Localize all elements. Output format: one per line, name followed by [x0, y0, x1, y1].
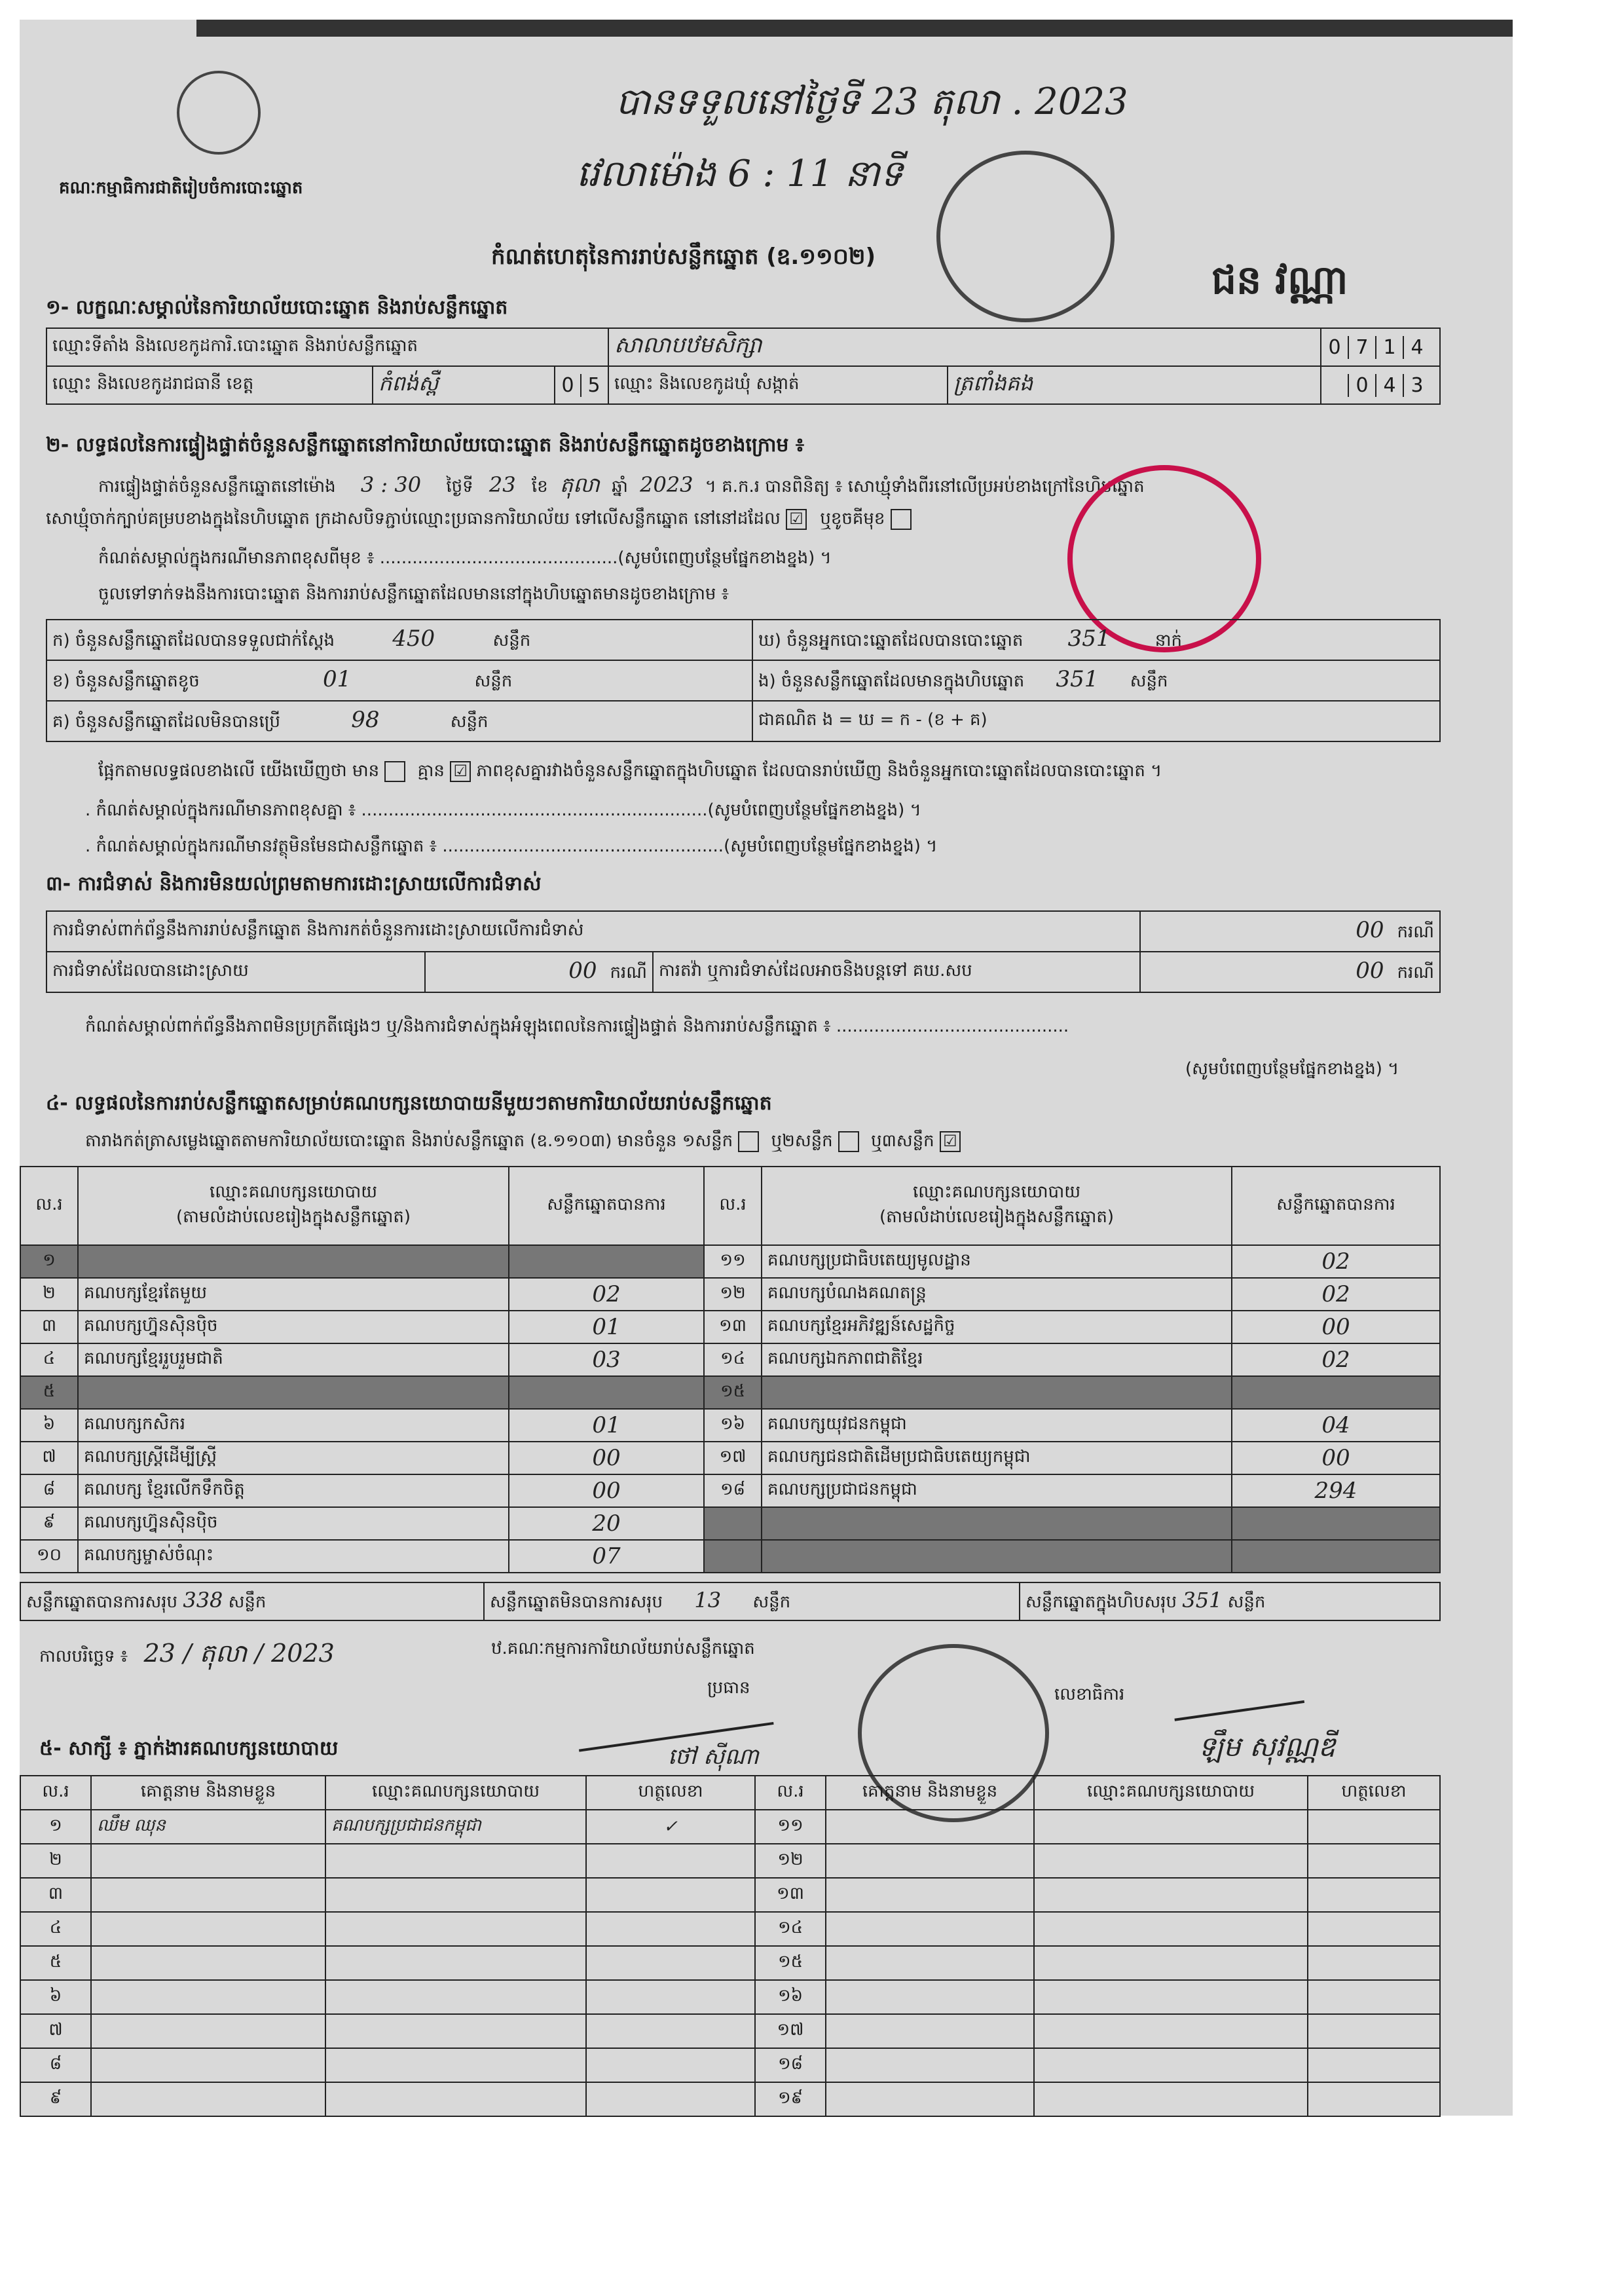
- witness-sign: [1308, 1980, 1440, 2014]
- party-no: ១០: [20, 1540, 78, 1573]
- witness-name: [826, 1878, 1034, 1912]
- check-line-post: ភាពខុសគ្នារវាងចំនួនសន្លឹកឆ្នោតក្នុងហិបឆ្នោត ដែលបានរាប់ឃើញ និងចំនួនអ្នកបោះឆ្នោតដែលបានបោះឆ្នោត ។: [476, 761, 1162, 781]
- witness-no: ៥: [20, 1946, 91, 1980]
- count-e-label: ង) ចំនួនសន្លឹកឆ្នោតដែលមានក្នុងហិបឆ្នោត: [758, 671, 1025, 691]
- count-c-label: គ) ចំនួនសន្លឹកឆ្នោតដែលមិនបានប្រើ: [52, 712, 280, 732]
- witness-row: [20, 2014, 1440, 2048]
- witness-no: ៩: [20, 2082, 91, 2116]
- witness-table: [20, 1775, 1441, 2117]
- witness-no: ៣: [20, 1878, 91, 1912]
- witness-no: ១១: [755, 1810, 826, 1844]
- section3-note-end: (សូមបំពេញបន្ថែមផ្នែកខាងខ្នង) ។: [1185, 1059, 1399, 1079]
- section4-heading: ៤- លទ្ធផលនៃការរាប់សន្លឹកឆ្នោតសម្រាប់គណបក្សនយោបាយនីមួយៗតាមការិយាល័យរាប់សន្លឹកឆ្នោត: [46, 1092, 772, 1115]
- verify-month: តុលា: [559, 472, 600, 497]
- section2-note3: . កំណត់សម្គាល់ក្នុងករណីមានវត្ថុមិនមែនជាសន្លឹកឆ្នោត ៖ ....................................................(សូមបំពេញបន្ថែមផ្នែកខាងខ្នង) ។: [85, 836, 938, 856]
- party-name: [78, 1245, 509, 1278]
- party-votes: 07: [509, 1540, 704, 1573]
- received-time-handwritten: វេលាម៉ោង 6 : 11 នាទី: [576, 153, 904, 195]
- count-b-value: 01: [322, 666, 352, 692]
- witness-name: [91, 1946, 325, 1980]
- party-name: គណបក្សប្រជាធិបតេយ្យមូលដ្ឋាន: [762, 1245, 1232, 1278]
- date-value: 23 / តុលា / 2023: [143, 1639, 335, 1668]
- witness-party: [325, 2082, 586, 2116]
- witness-no: ១៧: [755, 2014, 826, 2048]
- witness-sign: ✓: [586, 1810, 755, 1844]
- witness-party: [1034, 1980, 1308, 2014]
- count-a-unit: សន្លឹក: [492, 631, 531, 650]
- objection-total-value: 00: [1356, 917, 1384, 943]
- witness-party: [325, 1844, 586, 1878]
- section2-heading: ២- លទ្ធផលនៃការផ្ទៀងផ្ទាត់ចំនួនសន្លឹកឆ្នោតនៅការិយាល័យបោះឆ្នោត និងរាប់សន្លឹកឆ្នោតដូចខាងក្រោម ៖: [46, 434, 805, 457]
- witness-party: [1034, 2014, 1308, 2048]
- section1-table: [46, 327, 1441, 405]
- party-no: ១៨: [704, 1474, 762, 1507]
- section2-note-line: កំណត់សម្គាល់ក្នុងករណីមានភាពខុសពីមុខ ៖ ............................................(សូមបំពេញបន្ថែមផ្នែកខាងខ្នង) ។: [98, 548, 832, 568]
- secretary-label: លេខាធិការ: [1054, 1685, 1125, 1704]
- witness-col-party: ឈ្មោះគណបក្សនយោបាយ: [1034, 1776, 1308, 1810]
- party-no: ៦: [20, 1409, 78, 1442]
- party-name: [762, 1540, 1232, 1573]
- witness-sign: [586, 1878, 755, 1912]
- chair-name: ថៅ ស៊ីណា: [668, 1744, 759, 1770]
- party-votes: 02: [509, 1278, 704, 1311]
- verify-post: ។ គ.ក.រ បានពិនិត្យ ៖ សោឃ្មុំទាំងពីរនៅលើប្រអប់ខាងក្រៅនៃហិបឆ្នោត: [705, 477, 1145, 496]
- col-party-subtitle: (តាមលំដាប់លេខរៀងក្នុងសន្លឹកឆ្នោត): [879, 1207, 1115, 1227]
- commune-code-digit: 4: [1376, 374, 1404, 397]
- witness-row: [20, 1946, 1440, 1980]
- count-e-unit: សន្លឹក: [1130, 671, 1168, 691]
- witness-party: [325, 1980, 586, 2014]
- party-name: គណបក្សខ្មែរតែមួយ: [78, 1278, 509, 1311]
- party-votes: 00: [509, 1474, 704, 1507]
- total-invalid-unit: សន្លឹក: [752, 1592, 791, 1612]
- witness-col-name: គោត្តនាម និងនាមខ្លួន: [826, 1776, 1034, 1810]
- count-b-label: ខ) ចំនួនសន្លឹកឆ្នោតខូច: [52, 671, 200, 691]
- three-sheet-label: ឬ៣សន្លឹក: [871, 1131, 934, 1151]
- witness-sign: [1308, 1912, 1440, 1946]
- commune-code-digit: 0: [1348, 374, 1376, 397]
- witness-sign: [1308, 1878, 1440, 1912]
- receiver-note-handwritten: ជន វណ្ណា: [1211, 257, 1348, 303]
- witness-rows: [20, 1810, 1440, 2116]
- party-votes: [509, 1245, 704, 1278]
- secretary-signature: [1171, 1674, 1304, 1721]
- witness-name: [91, 2014, 325, 2048]
- party-row: [20, 1540, 1440, 1573]
- received-date-handwritten: បានទទួលនៅថ្ងៃទី 23 តុលា . 2023: [616, 81, 1128, 123]
- witness-sign: [586, 2048, 755, 2082]
- total-invalid-value: 13: [694, 1587, 722, 1613]
- witness-col-sign: ហត្ថលេខា: [1308, 1776, 1440, 1810]
- party-no: ១៥: [704, 1376, 762, 1409]
- resolved-value: 00: [568, 958, 597, 984]
- section2-note2: . កំណត់សម្គាល់ក្នុងករណីមានភាពខុសគ្នា ៖ ................................................................(សូមបំពេញបន្ថែមផ្នែកខាងខ្នង) ។: [85, 800, 921, 820]
- party-votes: [1232, 1507, 1440, 1540]
- witness-name: [826, 1946, 1034, 1980]
- witness-name: [826, 2082, 1034, 2116]
- party-votes: 01: [509, 1409, 704, 1442]
- witness-party: [325, 2048, 586, 2082]
- party-row: [20, 1442, 1440, 1474]
- col-no-header: ល.រ: [20, 1167, 78, 1245]
- damaged-checkbox[interactable]: [891, 509, 912, 530]
- party-no: ១: [20, 1245, 78, 1278]
- objection-total: [1140, 911, 1440, 952]
- seal-line-text: សោឃ្មុំចាក់ក្បាប់គម្របខាងក្នុងនៃហិបឆ្នោត ក្រដាសបិទភ្ជាប់ឈ្មោះប្រធានការិយាល័យ ទៅលើសន្លឹកឆ្នោត នៅនៅដដែល: [46, 509, 781, 529]
- witness-no: ១៤: [755, 1912, 826, 1946]
- party-name: [762, 1507, 1232, 1540]
- province-label: ឈ្មោះ និងលេខកូដរាជធានី ខេត្ត: [46, 366, 373, 404]
- party-name: គណបក្សឯកភាពជាតិខ្មែរ: [762, 1343, 1232, 1376]
- commune-value: ត្រពាំងគង: [948, 366, 1321, 404]
- location-code-digit: 4: [1411, 335, 1424, 359]
- party-no: ២: [20, 1278, 78, 1311]
- party-votes: 00: [509, 1442, 704, 1474]
- witness-name: [826, 1912, 1034, 1946]
- witness-row: [20, 2082, 1440, 2116]
- witness-name: [826, 2014, 1034, 2048]
- objection-total-label: ការជំទាស់ពាក់ព័ន្ធនឹងការរាប់សន្លឹកឆ្នោត និងការកត់ចំនួនការដោះស្រាយលើការជំទាស់: [46, 911, 1140, 952]
- count-c: [46, 701, 752, 741]
- verify-year: 2023: [640, 472, 693, 497]
- party-votes: [509, 1376, 704, 1409]
- count-d-label: ឃ) ចំនួនអ្នកបោះឆ្នោតដែលបានបោះឆ្នោត: [758, 631, 1024, 650]
- witness-col-sign: ហត្ថលេខា: [586, 1776, 755, 1810]
- witness-name: [91, 2082, 325, 2116]
- party-no: ១៦: [704, 1409, 762, 1442]
- signing-date: [39, 1637, 335, 1674]
- party-votes: 02: [1232, 1278, 1440, 1311]
- check-line-pre: ផ្អែកតាមលទ្ធផលខាងលើ យើងឃើញថា មាន: [98, 761, 380, 781]
- section3-note: កំណត់សម្គាល់ពាក់ព័ន្ធនឹងភាពមិនប្រក្រតីផ្សេងៗ ឬ/និងការជំទាស់ក្នុងអំឡុងពេលនៃការផ្ទៀងផ្ទាត់ និងការរាប់សន្លឹកឆ្នោត ៖ ...........................................: [85, 1017, 1069, 1036]
- verify-time: 3 : 30: [360, 472, 422, 497]
- party-votes: 20: [509, 1507, 704, 1540]
- has-difference-checkbox[interactable]: [384, 761, 405, 782]
- witness-no: ៦: [20, 1980, 91, 2014]
- one-sheet-checkbox[interactable]: [738, 1131, 759, 1152]
- party-votes: 01: [509, 1311, 704, 1343]
- total-box-label: សន្លឹកឆ្នោតក្នុងហិបសរុប: [1025, 1592, 1177, 1612]
- party-name: គណបក្សខ្មែរអភិវឌ្ឍន៍សេដ្ឋកិច្ច: [762, 1311, 1232, 1343]
- party-name: គណបក្សកសិករ: [78, 1409, 509, 1442]
- location-label: ឈ្មោះទីតាំង និងលេខកូដការិ.បោះឆ្នោត និងរាប់សន្លឹកឆ្នោត: [46, 328, 608, 366]
- verify-day: 23: [489, 472, 516, 497]
- party-no: ៥: [20, 1376, 78, 1409]
- total-box: [1020, 1582, 1440, 1620]
- appeal-label: ការតវ៉ា ឬការជំទាស់ដែលអាចនិងបន្តទៅ គឃ.សប: [653, 952, 1140, 992]
- check-no-label: គ្មាន: [417, 761, 445, 781]
- resolved-label: ការជំទាស់ដែលបានដោះស្រាយ: [46, 952, 425, 992]
- witness-party: [1034, 2082, 1308, 2116]
- verify-day-label: ថ្ងៃទី: [446, 477, 473, 496]
- party-votes: [1232, 1376, 1440, 1409]
- location-code: [1321, 328, 1440, 366]
- party-rows: [20, 1245, 1440, 1573]
- col-party-title: ឈ្មោះគណបក្សនយោបាយ: [210, 1182, 377, 1202]
- province-code-digit: 0: [555, 374, 581, 397]
- province-code: [555, 366, 608, 404]
- total-valid: [20, 1582, 484, 1620]
- section3-heading: ៣- ការជំទាស់ និងការមិនយល់ព្រមតាមការដោះស្រាយលើការជំទាស់: [46, 872, 542, 895]
- witness-sign: [1308, 2014, 1440, 2048]
- total-box-value: 351: [1182, 1587, 1223, 1613]
- col-no-header: ល.រ: [704, 1167, 762, 1245]
- appeal-unit: ករណី: [1397, 963, 1434, 982]
- witness-party: [325, 1912, 586, 1946]
- official-seal-top: [936, 151, 1115, 322]
- party-results-table: [20, 1166, 1441, 1573]
- party-votes: 00: [1232, 1311, 1440, 1343]
- party-no: ៤: [20, 1343, 78, 1376]
- party-name: គណបក្សជនជាតិដើមប្រជាធិបតេយ្យកម្ពុជា: [762, 1442, 1232, 1474]
- witness-row: [20, 1810, 1440, 1844]
- witness-party: [325, 1946, 586, 1980]
- total-valid-label: សន្លឹកឆ្នោតបានការសរុប: [26, 1592, 178, 1612]
- party-no: [704, 1507, 762, 1540]
- witness-party: [1034, 1844, 1308, 1878]
- party-name: [78, 1376, 509, 1409]
- witness-col-name: គោត្តនាម និងនាមខ្លួន: [91, 1776, 325, 1810]
- witness-name: ឈឹម ឈុន: [91, 1810, 325, 1844]
- col-party-subtitle: (តាមលំដាប់លេខរៀងក្នុងសន្លឹកឆ្នោត): [175, 1207, 411, 1227]
- totals-row: [20, 1582, 1441, 1621]
- three-sheet-checkbox[interactable]: ☑: [940, 1131, 961, 1152]
- witness-no: ៧: [20, 2014, 91, 2048]
- appeal: [1140, 952, 1440, 992]
- witness-sign: [1308, 1844, 1440, 1878]
- party-name: គណបក្សហ្វ៊ុនស៊ិនប៉ិច: [78, 1507, 509, 1540]
- witness-name: [91, 1912, 325, 1946]
- section2-seal-line: [46, 508, 912, 533]
- party-no: ១៤: [704, 1343, 762, 1376]
- party-row: [20, 1507, 1440, 1540]
- witness-sign: [1308, 1946, 1440, 1980]
- resolved: [425, 952, 653, 992]
- witness-party: គណបក្សប្រជាជនកម្ពុជា: [325, 1810, 586, 1844]
- party-votes: 02: [1232, 1245, 1440, 1278]
- party-no: ៩: [20, 1507, 78, 1540]
- section3-table: [46, 910, 1441, 993]
- resolved-unit: ករណី: [610, 963, 647, 982]
- party-name: គណបក្សខ្មែររួបរួមជាតិ: [78, 1343, 509, 1376]
- witness-party: [1034, 1810, 1308, 1844]
- chair-label: ប្រធាន: [707, 1678, 750, 1698]
- witness-party: [1034, 1946, 1308, 1980]
- committee-label: ឋ.គណៈកម្មការការិយាល័យរាប់សន្លឹកឆ្នោត: [491, 1639, 755, 1658]
- location-code-digit: 0: [1321, 336, 1349, 359]
- party-no: ១១: [704, 1245, 762, 1278]
- total-valid-unit: សន្លឹក: [228, 1592, 267, 1612]
- party-no: ៧: [20, 1442, 78, 1474]
- witness-name: [826, 1844, 1034, 1878]
- section2-check-line: [98, 760, 1162, 785]
- witness-no: ១២: [755, 1844, 826, 1878]
- scan-stripe: [196, 20, 1513, 37]
- witness-name: [826, 2048, 1034, 2082]
- party-row: [20, 1311, 1440, 1343]
- party-no: [704, 1540, 762, 1573]
- verify-pre: ការផ្ទៀងផ្ទាត់ចំនួនសន្លឹកឆ្នោតនៅម៉ោង: [98, 477, 336, 496]
- witness-party: [1034, 1878, 1308, 1912]
- org-name: គណៈកម្មាធិការជាតិរៀបចំការបោះឆ្នោត: [59, 178, 303, 198]
- witness-sign: [586, 1980, 755, 2014]
- location-code-digit: 1: [1376, 336, 1404, 359]
- witness-no: ១៣: [755, 1878, 826, 1912]
- count-b-unit: សន្លឹក: [474, 671, 513, 691]
- party-no: ១៣: [704, 1311, 762, 1343]
- no-difference-checkbox[interactable]: ☑: [450, 761, 471, 782]
- col-party-header: [78, 1167, 509, 1245]
- total-invalid: [484, 1582, 1020, 1620]
- section2-intro: ចួលទៅទាក់ទងនឹងការបោះឆ្នោត និងការរាប់សន្លឹកឆ្នោតដែលមាននៅក្នុងហិបឆ្នោតមានដូចខាងក្រោម ៖: [98, 584, 729, 604]
- witness-sign: [586, 1912, 755, 1946]
- party-name: គណបក្ស ខ្មែរលើកទឹកចិត្ត: [78, 1474, 509, 1507]
- party-name: គណបក្សហ្វ៊ុនស៊ិនប៉ិច: [78, 1311, 509, 1343]
- total-invalid-label: សន្លឹកឆ្នោតមិនបានការសរុប: [490, 1592, 663, 1612]
- party-votes: 04: [1232, 1409, 1440, 1442]
- commune-label: ឈ្មោះ និងលេខកូដឃុំ សង្កាត់: [608, 366, 948, 404]
- party-votes: 03: [509, 1343, 704, 1376]
- count-d: [752, 620, 1440, 660]
- witness-sign: [586, 1844, 755, 1878]
- verify-year-label: ឆ្នាំ: [612, 477, 628, 496]
- opt-damaged-label: ឬខូចគីមុខ: [820, 509, 885, 529]
- section1-heading: ១- លក្ខណៈសម្គាល់នៃការិយាល័យបោះឆ្នោត និងរាប់សន្លឹកឆ្នោត: [46, 296, 508, 319]
- witness-no: ១៥: [755, 1946, 826, 1980]
- party-name: គណបក្សម្ចាស់ចំណុះ: [78, 1540, 509, 1573]
- intact-checkbox[interactable]: ☑: [786, 509, 807, 530]
- location-code-digit: 7: [1349, 336, 1376, 359]
- party-name: គណបក្សយុវជនកម្ពុជា: [762, 1409, 1232, 1442]
- witness-no: ១៦: [755, 1980, 826, 2014]
- party-name: គណបក្សបំណងគណតន្ត្រ: [762, 1278, 1232, 1311]
- witness-no: ២: [20, 1844, 91, 1878]
- witness-name: [826, 1810, 1034, 1844]
- count-a-value: 450: [392, 626, 435, 652]
- party-row: [20, 1343, 1440, 1376]
- party-name: [762, 1376, 1232, 1409]
- two-sheet-checkbox[interactable]: [838, 1131, 859, 1152]
- witness-col-no: ល.រ: [20, 1776, 91, 1810]
- party-votes: 00: [1232, 1442, 1440, 1474]
- witness-party: [325, 2014, 586, 2048]
- witness-sign: [1308, 1810, 1440, 1844]
- party-votes: 294: [1232, 1474, 1440, 1507]
- verify-month-label: ខែ: [531, 477, 548, 496]
- count-b: [46, 660, 752, 701]
- document-page: [20, 20, 1513, 2116]
- secretary-name: ឡឹម សុវណ្ណឌី: [1198, 1730, 1336, 1763]
- witness-no: ៤: [20, 1912, 91, 1946]
- witness-sign: [586, 2082, 755, 2116]
- witness-row: [20, 1912, 1440, 1946]
- witness-row: [20, 1980, 1440, 2014]
- count-d-unit: នាក់: [1154, 631, 1183, 650]
- party-row: [20, 1245, 1440, 1278]
- province-code-digit: 5: [587, 373, 600, 397]
- date-label: កាលបរិច្ឆេទ ៖: [39, 1647, 128, 1666]
- witness-party: [325, 1878, 586, 1912]
- party-no: ១២: [704, 1278, 762, 1311]
- witness-sign: [1308, 2082, 1440, 2116]
- total-valid-value: 338: [183, 1587, 223, 1613]
- witness-row: [20, 2048, 1440, 2082]
- section2-verify-line: [98, 472, 1145, 502]
- party-name: គណបក្សប្រជាជនកម្ពុជា: [762, 1474, 1232, 1507]
- witness-sign: [586, 1946, 755, 1980]
- two-sheet-label: ឬ២សន្លឹក: [771, 1131, 833, 1151]
- witness-no: ១: [20, 1810, 91, 1844]
- section2-counts-table: [46, 619, 1441, 742]
- witness-no: ៨: [20, 2048, 91, 2082]
- party-row: [20, 1376, 1440, 1409]
- party-row: [20, 1474, 1440, 1507]
- total-box-unit: សន្លឹក: [1227, 1592, 1266, 1612]
- witness-party: [1034, 1912, 1308, 1946]
- location-value: សាលាបឋមសិក្សា: [608, 328, 1321, 366]
- witness-name: [826, 1980, 1034, 2014]
- appeal-value: 00: [1356, 958, 1384, 984]
- count-c-value: 98: [351, 707, 380, 733]
- party-votes: 02: [1232, 1343, 1440, 1376]
- section5-heading: ៥- សាក្សី ៖ ភ្នាក់ងារគណបក្សនយោបាយ: [39, 1737, 339, 1760]
- count-formula: ជាគណិត ង = ឃ = ក - (ខ + គ): [752, 701, 1440, 741]
- witness-party: [1034, 2048, 1308, 2082]
- count-d-value: 351: [1067, 626, 1111, 652]
- count-e-value: 351: [1056, 666, 1099, 692]
- witness-no: ១៨: [755, 2048, 826, 2082]
- party-votes: [1232, 1540, 1440, 1573]
- witness-name: [91, 1844, 325, 1878]
- count-a-label: ក) ចំនួនសន្លឹកឆ្នោតដែលបានទទួលជាក់ស្តែង: [52, 631, 335, 650]
- province-value: កំពង់ស្ពឺ: [373, 366, 555, 404]
- witness-name: [91, 1878, 325, 1912]
- commune-code-digit: 3: [1411, 373, 1424, 397]
- section4-sub: [85, 1130, 961, 1155]
- party-no: ១៧: [704, 1442, 762, 1474]
- col-party-header: [762, 1167, 1232, 1245]
- witness-col-party: ឈ្មោះគណបក្សនយោបាយ: [325, 1776, 586, 1810]
- col-votes-header: សន្លឹកឆ្នោតបានការ: [509, 1167, 704, 1245]
- count-c-unit: សន្លឹក: [450, 712, 489, 732]
- party-no: ៣: [20, 1311, 78, 1343]
- commune-code: [1321, 366, 1440, 404]
- party-no: ៨: [20, 1474, 78, 1507]
- form-title: កំណត់ហេតុនៃការរាប់សន្លឹកឆ្នោត (ឧ.១១០២): [491, 244, 876, 270]
- witness-name: [91, 2048, 325, 2082]
- witness-sign: [586, 2014, 755, 2048]
- witness-col-no: ល.រ: [755, 1776, 826, 1810]
- party-row: [20, 1278, 1440, 1311]
- emblem-logo: [177, 71, 261, 155]
- witness-name: [91, 1980, 325, 2014]
- sheet-count-text: តារាងកត់ត្រាសម្លេងឆ្នោតតាមការិយាល័យបោះឆ្នោត និងរាប់សន្លឹកឆ្នោត (ឧ.១១០៣) មានចំនួន ១សន្លឹក: [85, 1131, 733, 1151]
- party-name: គណបក្សស្ត្រីដើម្បីស្ត្រី: [78, 1442, 509, 1474]
- objection-total-unit: ករណី: [1397, 922, 1434, 942]
- col-party-title: ឈ្មោះគណបក្សនយោបាយ: [913, 1182, 1080, 1202]
- col-votes-header: សន្លឹកឆ្នោតបានការ: [1232, 1167, 1440, 1245]
- witness-sign: [1308, 2048, 1440, 2082]
- count-a: [46, 620, 752, 660]
- party-row: [20, 1409, 1440, 1442]
- witness-row: [20, 1844, 1440, 1878]
- witness-no: ១៩: [755, 2082, 826, 2116]
- witness-row: [20, 1878, 1440, 1912]
- count-e: [752, 660, 1440, 701]
